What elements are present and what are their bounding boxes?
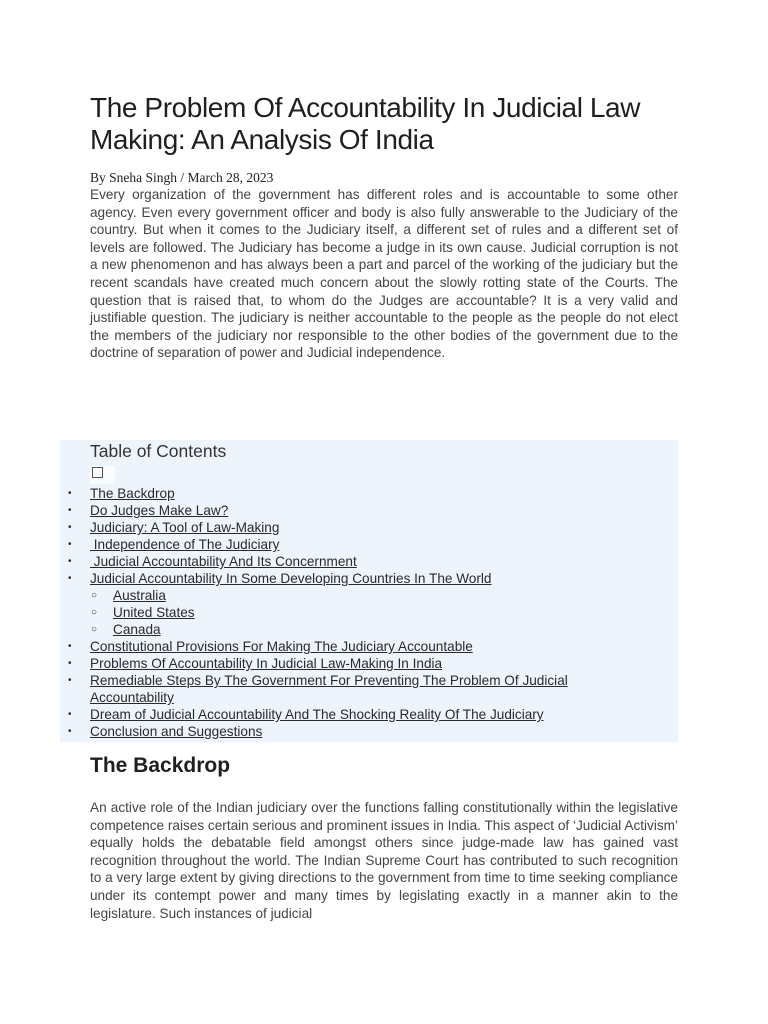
bullet-icon: • <box>68 573 72 584</box>
backdrop-paragraph: An active role of the Indian judiciary over the functions falling constitutionally within the legislative competence raises certain serious and prominent issues in India. This aspect of ‘Judicial Activism’ equally holds the debatable field amongst others since judge-made law has gained vast recognition throughout the world. The Indian Supreme Court has contributed to such recognition to a very large extent by giving directions to the government from time to time seeking compliance under its contempt power and many times by legislating exactly in a manner akin to the legislature. Such instances of judicial <box>90 800 678 921</box>
toc-link-united-states[interactable]: United States <box>113 605 195 620</box>
toc-item[interactable] <box>60 672 678 706</box>
toc-subitem[interactable] <box>60 604 678 621</box>
toc-item[interactable] <box>60 502 678 519</box>
bullet-icon: • <box>68 726 72 737</box>
toc-link-canada[interactable]: Canada <box>113 622 161 637</box>
toc-link-do-judges-make-law[interactable]: Do Judges Make Law? <box>90 503 229 518</box>
intro-paragraph: Every organization of the government has different roles and is accountable to some other agency. Even every government officer and body is also fully answerable to the Judiciary of the country. But when it comes to the Judiciary itself, a different set of rules and a different set of levels are followed. The Judiciary has become a judge in its own cause. Judicial corruption is not a new phenomenon and has always been a part and parcel of the working of the judiciary but the recent scandals have created much concern about the slowly rotting state of the Courts. The question that is raised that, to whom do the Judges are accountable? It is a very valid and justifiable question. The judiciary is neither accountable to the people as the people do not elect the members of the judiciary nor responsible to the other bodies of the government due to the doctrine of separation of power and Judicial independence. <box>90 187 678 361</box>
toc-link-developing-countries[interactable]: Judicial Accountability In Some Developing Countries In The World <box>90 571 492 586</box>
toc-link-dream-of-accountability[interactable]: Dream of Judicial Accountability And The Shocking Reality Of The Judiciary <box>90 707 544 722</box>
toc-item[interactable] <box>60 706 678 723</box>
toc-link-independence[interactable]: Independence of The Judiciary <box>90 537 280 552</box>
circle-bullet-icon: ○ <box>91 607 98 618</box>
bullet-icon: • <box>68 556 72 567</box>
toc-item[interactable] <box>60 536 678 553</box>
toc-link-tool-of-law-making[interactable]: Judiciary: A Tool of Law-Making <box>90 520 280 535</box>
toc-subitem[interactable] <box>60 587 678 604</box>
toc-item[interactable] <box>60 519 678 536</box>
toc-item[interactable] <box>60 723 678 740</box>
bullet-icon: • <box>68 505 72 516</box>
toc-item[interactable] <box>60 553 678 570</box>
circle-bullet-icon: ○ <box>91 624 98 635</box>
checkbox-icon[interactable] <box>92 467 103 478</box>
toc-link-problems-of-accountability[interactable]: Problems Of Accountability In Judicial Law-Making In India <box>90 656 443 671</box>
toc-link-australia[interactable]: Australia <box>113 588 166 603</box>
bullet-icon: • <box>68 675 72 686</box>
toc-link-accountability-concernment[interactable]: Judicial Accountability And Its Concernment <box>90 554 357 569</box>
article-header <box>90 92 678 362</box>
toc-link-conclusion[interactable]: Conclusion and Suggestions <box>90 724 263 739</box>
table-of-contents <box>60 440 678 742</box>
article-title: The Problem Of Accountability In Judicial Law Making: An Analysis Of India <box>90 92 641 155</box>
bullet-icon: • <box>68 539 72 550</box>
bullet-icon: • <box>68 709 72 720</box>
bullet-icon: • <box>68 522 72 533</box>
bullet-icon: • <box>68 488 72 499</box>
toc-subitem[interactable] <box>60 621 678 638</box>
toc-toggle[interactable] <box>90 466 115 484</box>
toc-item[interactable] <box>60 570 678 587</box>
toc-link-backdrop[interactable]: The Backdrop <box>90 486 175 501</box>
bullet-icon: • <box>68 658 72 669</box>
bullet-icon: • <box>68 641 72 652</box>
toc-item[interactable] <box>60 485 678 502</box>
toc-list <box>60 485 678 740</box>
toc-link-constitutional-provisions[interactable]: Constitutional Provisions For Making The Judiciary Accountable <box>90 639 473 654</box>
circle-bullet-icon: ○ <box>91 590 98 601</box>
toc-link-remediable-steps[interactable]: Remediable Steps By The Government For Preventing The Problem Of Judicial Accountability <box>90 673 568 705</box>
toc-item[interactable] <box>60 655 678 672</box>
article-byline: By Sneha Singh / March 28, 2023 <box>90 170 274 185</box>
toc-heading: Table of Contents <box>90 441 227 461</box>
section-heading-backdrop: The Backdrop <box>90 754 231 777</box>
toc-item[interactable] <box>60 638 678 655</box>
